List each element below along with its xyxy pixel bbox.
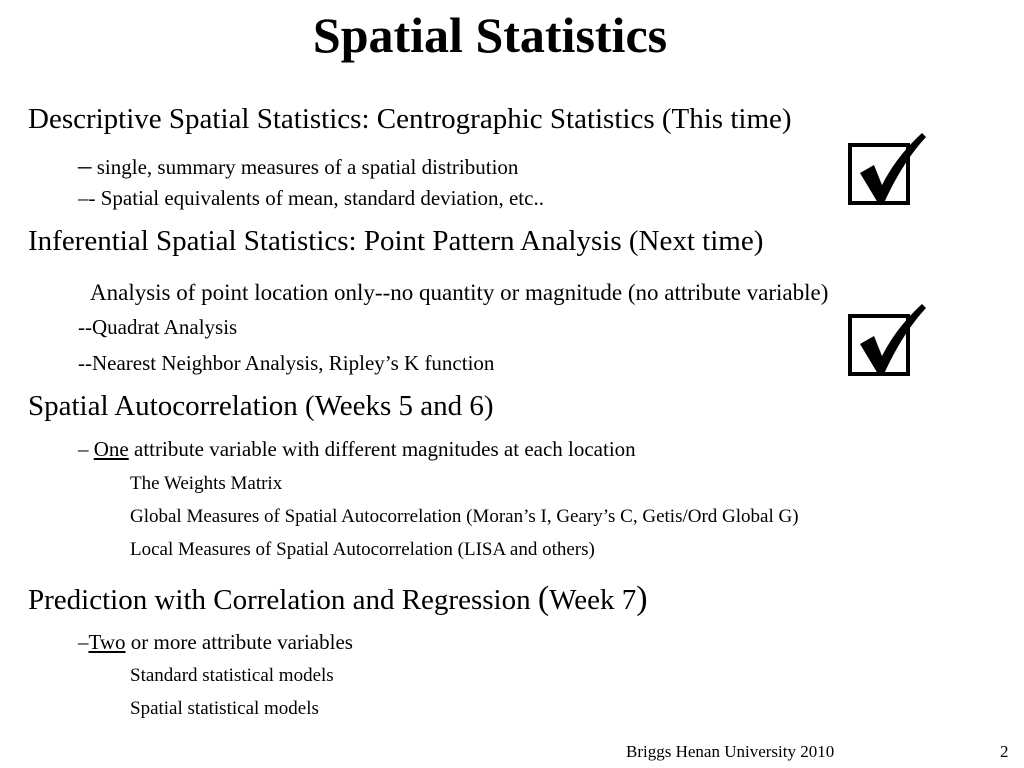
checkbox-checked-icon <box>848 314 910 376</box>
page-title: Spatial Statistics <box>312 7 668 63</box>
emphasis-underlined: One <box>93 437 129 461</box>
list-item-prefix: – <box>78 437 94 461</box>
heading-week: Week 7 <box>549 584 637 616</box>
list-item-text: attribute variable with different magnitudes at each location <box>128 437 636 461</box>
page-number: 2 <box>1000 742 1009 761</box>
list-item-text: or more attribute variables <box>125 630 353 654</box>
paren-close: ) <box>636 580 648 617</box>
list-item: --Nearest Neighbor Analysis, Ripley’s K function <box>78 351 495 375</box>
list-item-prefix: – <box>78 630 89 654</box>
sub-list-item: Standard statistical models <box>130 665 334 686</box>
list-item-text: - Spatial equivalents of mean, standard deviation, etc.. <box>88 186 544 210</box>
list-item <box>78 630 353 655</box>
sub-list-item: Local Measures of Spatial Autocorrelation (LISA and others) <box>130 539 595 560</box>
paren-open: ( <box>537 580 550 617</box>
sub-list-item: Spatial statistical models <box>130 698 319 719</box>
heading-text: Prediction with Correlation and Regression <box>28 584 538 616</box>
sub-list-item: The Weights Matrix <box>130 473 283 494</box>
section-heading-autocorrelation: Spatial Autocorrelation (Weeks 5 and 6) <box>28 390 494 422</box>
list-item <box>78 150 518 181</box>
section-heading-inferential: Inferential Spatial Statistics: Point Pattern Analysis (Next time) <box>28 225 764 257</box>
sub-list-item: Global Measures of Spatial Autocorrelation (Moran’s I, Geary’s C, Getis/Ord Global G) <box>130 506 799 527</box>
list-item: Analysis of point location only--no quantity or magnitude (no attribute variable) <box>90 280 829 305</box>
checkmark-icon <box>848 129 928 209</box>
list-item <box>78 186 544 211</box>
dash-marker: – <box>78 186 89 210</box>
checkbox-checked-icon <box>848 143 910 205</box>
emphasis-underlined: Two <box>88 630 126 654</box>
footer-credit: Briggs Henan University 2010 <box>626 742 835 761</box>
checkmark-icon <box>848 300 928 380</box>
dash-marker: – <box>78 150 92 180</box>
section-heading-descriptive: Descriptive Spatial Statistics: Centrographic Statistics (This time) <box>28 103 792 135</box>
list-item: --Quadrat Analysis <box>78 315 238 339</box>
list-item <box>78 437 636 462</box>
section-heading-prediction <box>28 580 648 618</box>
list-item-text: single, summary measures of a spatial distribution <box>91 155 519 179</box>
